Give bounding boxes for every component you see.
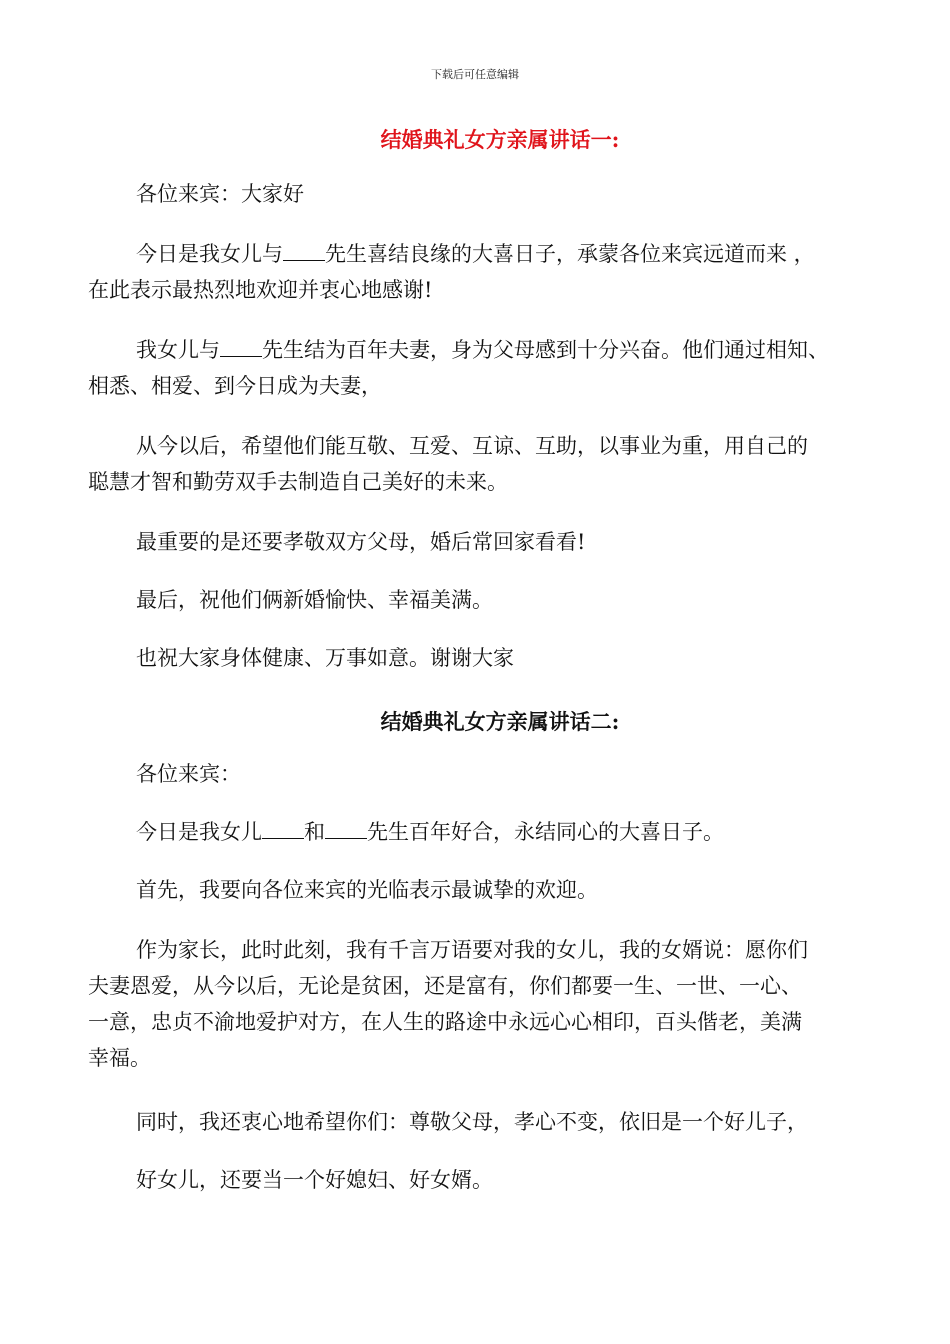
paragraph-line: 最后，祝他们俩新婚愉快、幸福美满。 <box>136 588 493 612</box>
paragraph-line: 夫妻恩爱，从今以后，无论是贫困，还是富有，你们都要一生、一世、一心、 <box>88 974 802 998</box>
paragraph-line: 首先，我要向各位来宾的光临表示最诚挚的欢迎。 <box>136 878 598 902</box>
fill-in-blank <box>262 820 304 839</box>
paragraph-line: 聪慧才智和勤劳双手去制造自己美好的未来。 <box>88 470 508 494</box>
fill-in-blank <box>283 242 325 261</box>
header-note: 下载后可任意编辑 <box>431 68 519 81</box>
paragraph-line: 一意，忠贞不渝地爱护对方，在人生的路途中永远心心相印，百头偕老，美满 <box>88 1010 802 1034</box>
paragraph-line <box>88 814 856 850</box>
text-segment: 今日是我女儿 <box>136 820 262 844</box>
greeting-text: 各位来宾： <box>136 762 241 786</box>
paragraph-line: 最重要的是还要孝敬双方父母，婚后常回家看看! <box>136 530 586 554</box>
section1-title: 结婚典礼女方亲属讲话一: <box>380 127 620 152</box>
section1-paragraph-4 <box>88 524 856 560</box>
section1-paragraph-6 <box>88 640 856 676</box>
text-segment: 先生百年好合，永结同心的大喜日子。 <box>367 820 724 844</box>
paragraph-line: 作为家长，此时此刻，我有千言万语要对我的女儿，我的女婿说：愿你们 <box>136 938 808 962</box>
fill-in-blank <box>220 338 262 357</box>
section2-paragraph-5 <box>88 1162 856 1198</box>
paragraph-line: 幸福。 <box>88 1046 151 1070</box>
paragraph-line: 相悉、相爱、到今日成为夫妻， <box>88 374 382 398</box>
section1-paragraph-1 <box>88 236 856 308</box>
text-segment: 我女儿与 <box>136 338 220 362</box>
greeting-text: 各位来宾：大家好 <box>136 182 304 206</box>
section2-paragraph-3 <box>88 932 856 1076</box>
section1-paragraph-2 <box>88 332 856 404</box>
fill-in-blank <box>325 820 367 839</box>
section2-paragraph-1 <box>88 814 856 850</box>
section1-paragraph-5 <box>88 582 856 618</box>
text-segment: 先生结为百年夫妻，身为父母感到十分兴奋。他们通过相知、 <box>262 338 829 362</box>
text-segment: 和 <box>304 820 325 844</box>
text-segment: 先生喜结良缘的大喜日子，承蒙各位来宾远道而来 ， <box>325 242 815 266</box>
paragraph-line: 也祝大家身体健康、万事如意。谢谢大家 <box>136 646 514 670</box>
section2-greeting <box>88 756 856 792</box>
section1-paragraph-3 <box>88 428 856 500</box>
paragraph-line: 同时，我还衷心地希望你们：尊敬父母，孝心不变，依旧是一个好儿子， <box>136 1110 808 1134</box>
paragraph-line: 从今以后，希望他们能互敬、互爱、互谅、互助，以事业为重，用自己的 <box>136 434 808 458</box>
paragraph-line: 在此表示最热烈地欢迎并衷心地感谢! <box>88 278 433 302</box>
paragraph-line <box>88 332 856 368</box>
text-segment: 今日是我女儿与 <box>136 242 283 266</box>
section1-greeting <box>88 176 856 212</box>
section2-paragraph-2 <box>88 872 856 908</box>
paragraph-line: 好女儿，还要当一个好媳妇、好女婿。 <box>136 1168 493 1192</box>
section2-title: 结婚典礼女方亲属讲话二: <box>380 709 620 734</box>
section2-paragraph-4 <box>88 1104 856 1140</box>
paragraph-line <box>88 236 856 272</box>
